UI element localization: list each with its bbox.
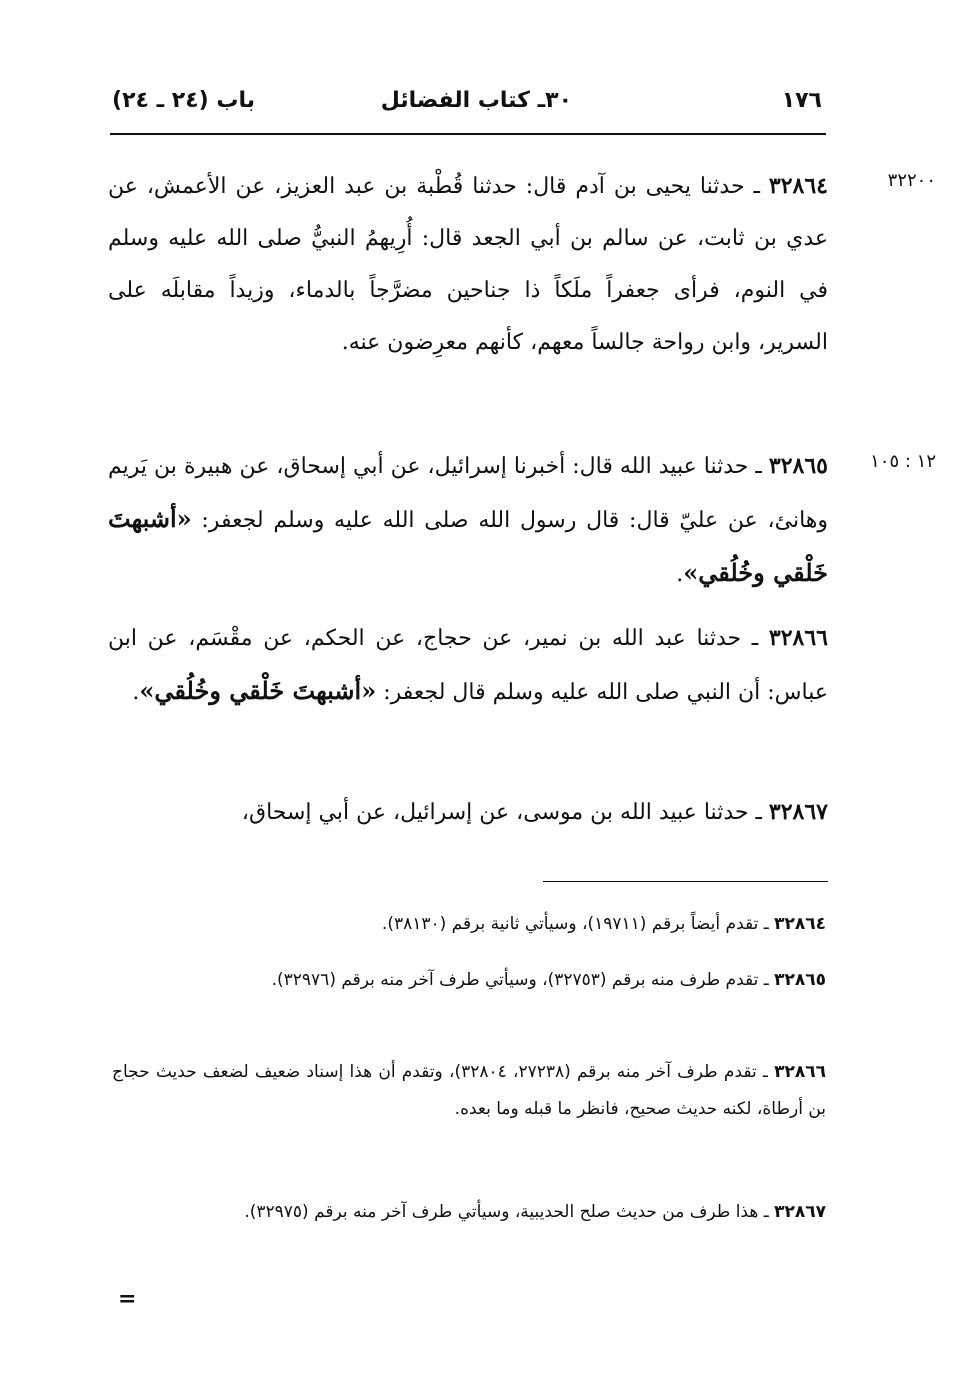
margin-reference: ٣٢٢٠٠ [887,170,936,191]
hadith-end: . [676,562,684,587]
footnote-number: ٣٢٨٦٧ [774,1202,826,1222]
hadith-text: ـ حدثنا عبيد الله بن موسى، عن إسرائيل، عن أبي إسحاق، [241,800,769,825]
footnote-text: ـ هذا طرف من حديث صلح الحديبية، وسيأتي طرف آخر منه برقم (٣٢٩٧٥). [244,1202,775,1222]
hadith-text: ـ حدثنا عبيد الله قال: أخبرنا إسرائيل، عن أبي إسحاق، عن هبيرة بن يَريم وهانئ، عن عليّ قال: قال رسول الله صلى الله عليه وسلم لجعفر: [108,454,828,533]
book-title: ٣٠ـ كتاب الفضائل [380,88,572,113]
footnote-text: ـ تقدم طرف منه برقم (٣٢٧٥٣)، وسيأتي طرف آخر منه برقم (٣٢٩٧٦). [271,970,775,990]
footnote-text: ـ تقدم أيضاً برقم (١٩٧١١)، وسيأتي ثانية برقم (٣٨١٣٠). [381,914,775,934]
hadith-entry [108,440,828,601]
continuation-mark: = [118,1286,137,1312]
page-number: ١٧٦ [781,88,822,113]
hadith-end: . [132,680,140,705]
footnote [112,962,826,999]
hadith-number: ٣٢٨٦٥ [768,453,828,479]
footnote-text: ـ تقدم طرف آخر منه برقم (٢٧٢٣٨، ٣٢٨٠٤)، وتقدم أن هذا إسناد ضعيف لضعف حديث حجاج بن أرطاة، لكنه حديث صحيح، فانظر ما قبله وما بعده. [112,1062,826,1119]
footnote-number: ٣٢٨٦٥ [774,970,826,990]
hadith-quote: «أشبهتَ خَلْقي وخُلُقي» [139,676,377,705]
hadith-quote: «أشبهتَ خَلْقي وخُلُقي» [108,504,828,587]
hadith-text: ـ حدثنا عبد الله بن نمير، عن حجاج، عن الحكم، عن مقْسَم، عن ابن عباس: أن النبي صلى الله عليه وسلم قال لجعفر: [108,626,828,705]
hadith-number: ٣٢٨٦٤ [768,173,828,199]
hadith-text: ـ حدثنا يحيى بن آدم قال: حدثنا قُطْبة بن عبد العزيز، عن الأعمش، عن عدي بن ثابت، عن سالم بن أبي الجعد قال: أُرِيهمُ النبيُّ صلى الله عليه وسلم في النوم، فرأى جعفراً ملَكاً ذا جناحين مضرَّجاً بالدماء، وزيداً مقابلَه على السرير، وابن رواحة جالساً معهم، كأنهم معرِضون عنه. [108,174,828,355]
hadith-entry [108,786,828,839]
hadith-number: ٣٢٨٦٧ [768,799,828,825]
footnote-rule [543,881,828,882]
footnote [112,906,826,943]
header-rule [110,133,826,135]
page-header [112,88,822,128]
margin-reference: ١٢ : ١٠٥ [870,451,936,472]
hadith-entry [108,612,828,719]
hadith-entry [108,160,828,369]
footnote-number: ٣٢٨٦٤ [774,914,826,934]
hadith-number: ٣٢٨٦٦ [768,625,828,651]
footnote [112,1194,826,1231]
chapter-label: باب (٢٤ ـ ٢٤) [112,88,255,113]
footnote [112,1054,826,1128]
footnote-number: ٣٢٨٦٦ [774,1062,827,1082]
